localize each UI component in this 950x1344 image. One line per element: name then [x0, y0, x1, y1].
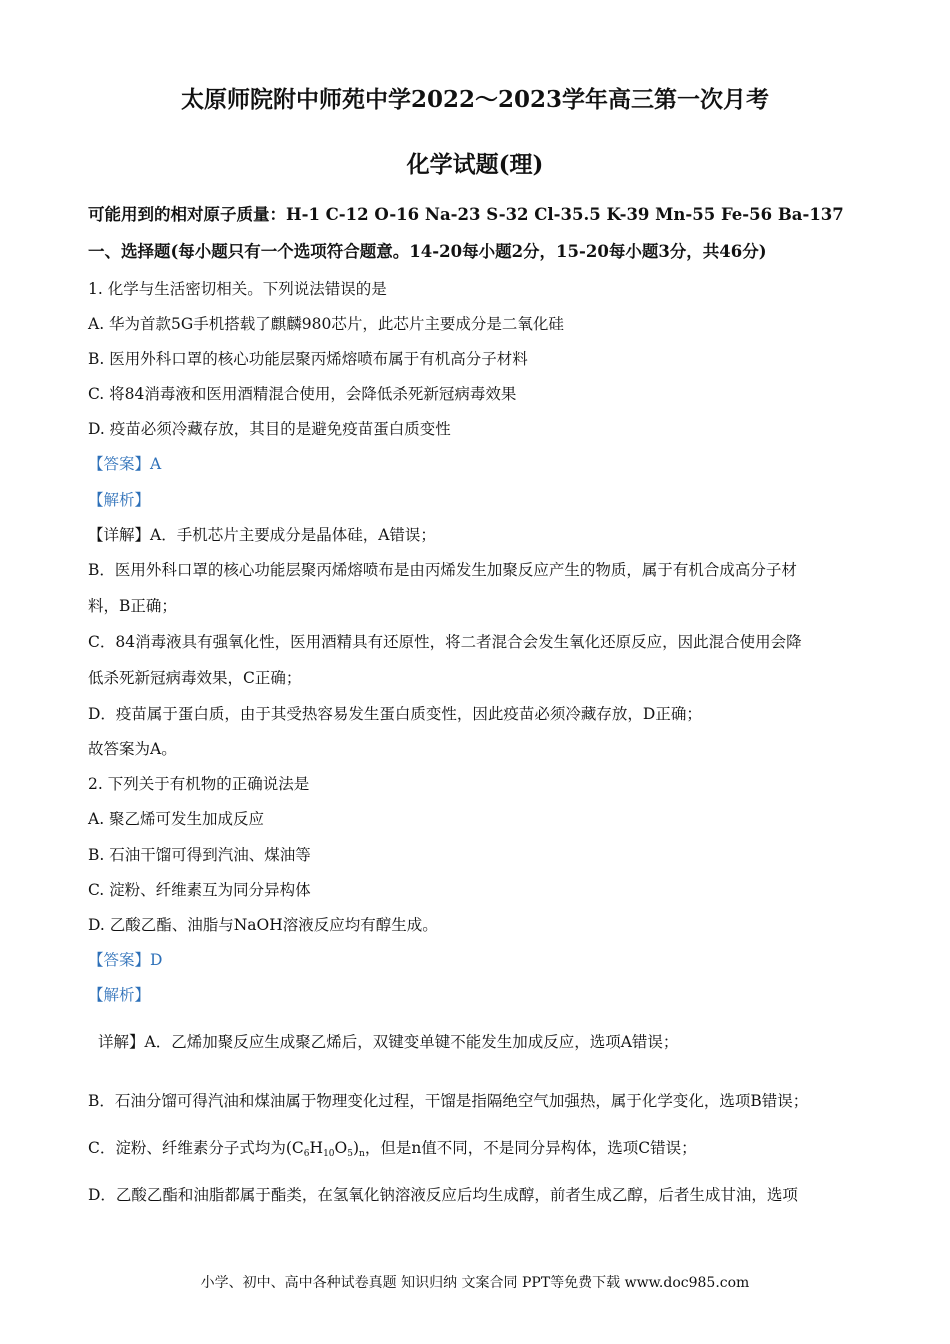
q1-explanation-line: 故答案为A。 [88, 740, 177, 758]
q1-explanation-line: B．医用外科口罩的核心功能层聚丙烯熔喷布是由丙烯发生加聚反应产生的物质，属于有机合成高分子材 [88, 561, 797, 579]
q1-explanation-line: 低杀死新冠病毒效果，C正确； [88, 669, 302, 687]
q2-stem: 2. 下列关于有机物的正确说法是 [88, 775, 310, 793]
q1-option-d: D. 疫苗必须冷藏存放，其目的是避免疫苗蛋白质变性 [88, 420, 451, 438]
q1-option-c: C. 将84消毒液和医用酒精混合使用，会降低杀死新冠病毒效果 [88, 385, 517, 403]
q2-option-d: D. 乙酸乙酯、油脂与NaOH溶液反应均有醇生成。 [88, 916, 438, 934]
q1-stem: 1. 化学与生活密切相关。下列说法错误的是 [88, 280, 387, 298]
q2-option-a: A. 聚乙烯可发生加成反应 [88, 810, 265, 828]
atomic-masses: 可能用到的相对原子质量：H-1 C-12 O-16 Na-23 S-32 Cl-35.5 K-39 Mn-55 Fe-56 Ba-137 [88, 205, 844, 224]
q2-explanation-line: D．乙酸乙酯和油脂都属于酯类，在氢氧化钠溶液反应后均生成醇，前者生成乙醇，后者生成甘油，选项 [88, 1186, 798, 1204]
exam-subtitle: 化学试题(理) [406, 151, 544, 178]
q2-explanation-line-formula [88, 1141, 697, 1159]
q1-explanation-line: 【详解】A．手机芯片主要成分是晶体硅，A错误； [88, 526, 436, 544]
q2-explanation-text: C．淀粉、纤维素分子式均为 [88, 1139, 286, 1157]
q1-option-b: B. 医用外科口罩的核心功能层聚丙烯熔喷布属于有机高分子材料 [88, 350, 528, 368]
q1-analysis-label: 【解析】 [88, 491, 151, 509]
q1-explanation-line: 料，B正确； [88, 597, 177, 615]
q2-answer: 【答案】D [88, 951, 163, 969]
q2-explanation-line: 详解】A．乙烯加聚反应生成聚乙烯后，双键变单键不能发生加成反应，选项A错误； [98, 1033, 679, 1051]
exam-title: 太原师院附中师苑中学2022～2023学年高三第一次月考 [180, 86, 770, 113]
page-footer: 小学、初中、高中各种试卷真题 知识归纳 文案合同 PPT等免费下载 www.doc985.com [200, 1275, 750, 1291]
molecular-formula: $(C_6H_{10}O_5)_n$ [285, 1139, 365, 1159]
q1-answer: 【答案】A [88, 455, 162, 473]
q2-option-c: C. 淀粉、纤维素互为同分异构体 [88, 881, 311, 899]
q1-option-a: A. 华为首款5G手机搭载了麒麟980芯片，此芯片主要成分是二氧化硅 [88, 315, 564, 333]
section-heading: 一、选择题(每小题只有一个选项符合题意。14-20每小题2分，15-20每小题3分，共46分) [88, 242, 767, 261]
q1-explanation-line: C．84消毒液具有强氧化性，医用酒精具有还原性，将二者混合会发生氧化还原反应，因此混合使用会降 [88, 633, 802, 651]
q2-explanation-line: B．石油分馏可得汽油和煤油属于物理变化过程，干馏是指隔绝空气加强热，属于化学变化，选项B错误； [88, 1092, 809, 1110]
q1-explanation-line: D．疫苗属于蛋白质，由于其受热容易发生蛋白质变性，因此疫苗必须冷藏存放，D正确； [88, 705, 702, 723]
q2-option-b: B. 石油干馏可得到汽油、煤油等 [88, 846, 311, 864]
q2-analysis-label: 【解析】 [88, 986, 151, 1004]
q2-explanation-text: ，但是n值不同，不是同分异构体，选项C错误； [364, 1139, 697, 1157]
